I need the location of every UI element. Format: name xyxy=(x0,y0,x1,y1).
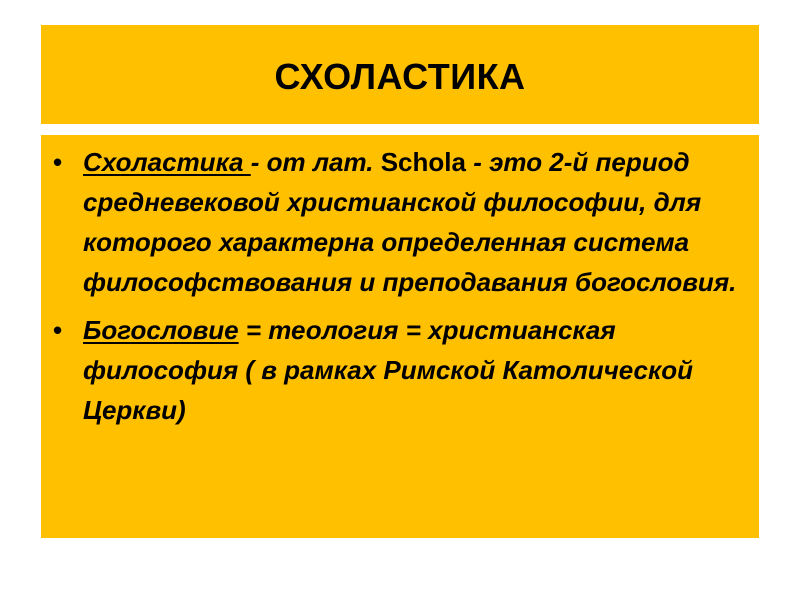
content-panel xyxy=(41,135,759,538)
term-theology: Богословие xyxy=(83,315,239,345)
bullet-icon: • xyxy=(53,315,63,345)
latin-word: Schola xyxy=(380,147,466,177)
term-scholasticism: Схоластика xyxy=(83,147,251,177)
bullet-item-scholasticism xyxy=(53,142,753,302)
definition-prefix: - от лат. xyxy=(250,147,381,177)
definition-text: = теология = христианская философия ( в рамках Римской Католической Церкви) xyxy=(83,315,693,425)
bullet-item-theology xyxy=(53,310,753,430)
title-banner xyxy=(41,25,759,124)
slide-title: СХОЛАСТИКА xyxy=(274,55,526,97)
definition-text: - это 2-й период средневековой христианской философии, для которого характерна определенная система философствования и преподавания богословия. xyxy=(83,147,737,297)
bullet-list xyxy=(53,142,753,438)
bullet-icon: • xyxy=(53,147,63,177)
